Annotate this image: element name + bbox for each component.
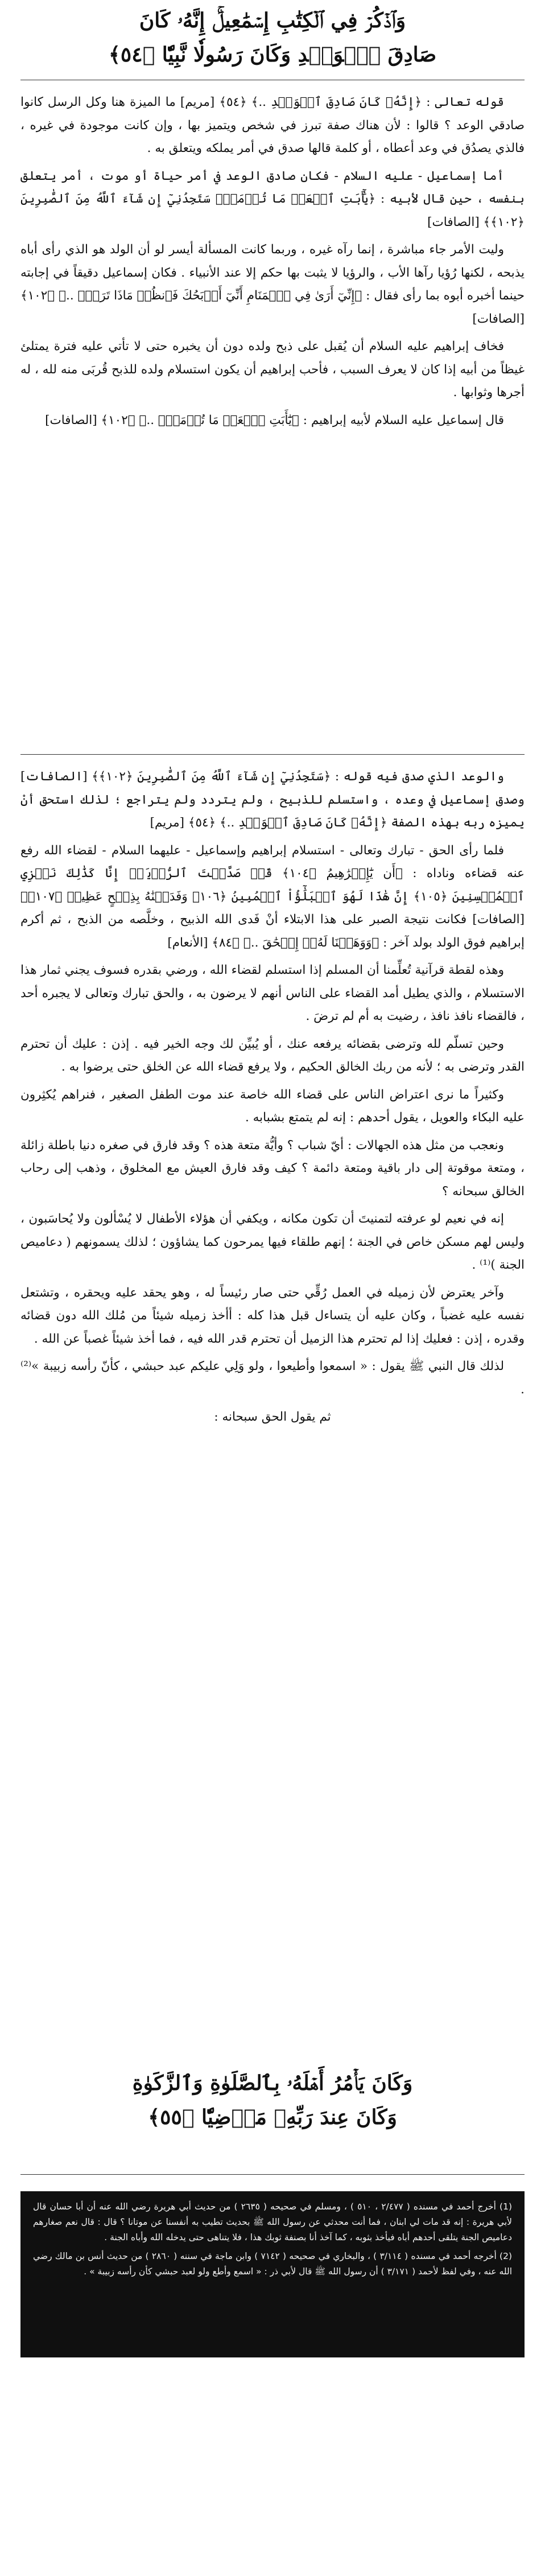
footnote: (2) أخرجه أحمد في مسنده ( ٣/١١٤ ) ، والبخاري في صحيحه ( ٧١٤٢ ) وابن ماجة في سننه ( ٢٨٦٠ ) من حديث أنس بن مالك رضي الله عنه ، وفي لفظ لأحمد ( ٣/١٧١ ) أن رسول الله ﷺ قال لأبي ذر : « اسمع وأطع ولو لعبد حبشي كأن رأسه زبيبة » . xyxy=(33,2251,512,2277)
section-2 xyxy=(20,766,525,1434)
footnote-divider xyxy=(20,2174,525,2175)
paragraph: لذلك قال النبي ﷺ يقول : « اسمعوا وأطيعوا ، ولو وَلِي عليكم عبد حبشي ، كأنّ رأسه زبيبة »⁽²⁾ . xyxy=(20,1359,525,1397)
paragraph: أما إسماعيل - عليه السلام - فكان صادق الوعد في أمر حياة أو موت ، أمر يتعلق بنفسه ، حين قال لأبيه : ﴿يَٰٓأَبَتِ ٱفۡعَلۡ مَا تُؤۡمَرُۖ سَتَجِدُنِيٓ إِن شَآءَ ٱللَّهُ مِنَ ٱلصَّٰبِرِينَ ﴿١٠٢﴾﴾ [الصافات] xyxy=(20,168,525,229)
section-divider xyxy=(20,754,525,755)
paragraph: فلما رأى الحق - تبارك وتعالى - استسلام إبراهيم وإسماعيل - عليهما السلام - لقضاء الله رفع عنه قضاءه وناداه : ﴿أَن يَٰٓإِبۡرَٰهِيمُ ﴿١٠٤﴾ قَدۡ صَدَّقۡتَ ٱلرُّءۡيَآۚ إِنَّا كَذَٰلِكَ نَجۡزِي ٱلۡمُحۡسِنِينَ ﴿١٠٥﴾ إِنَّ هَٰذَا لَهُوَ ٱلۡبَلَٰٓؤُاْ ٱلۡمُبِينُ ﴿١٠٦﴾ وَفَدَيۡنَٰهُ بِذِبۡحٍ عَظِيمٖ ﴿١٠٧﴾﴾ [الصافات] فكانت نتيجة الصبر على هذا الابتلاء أنْ فَدى الله الذبيح ، وخلَّصه من الذبح ، ثم أكرم إبراهيم فوق الولد بولد آخر : ﴿وَوَهَبۡنَا لَهُۥٓ إِسۡحَٰقَ ..﴾ ﴿٨٤﴾ [الأنعام] xyxy=(20,843,525,950)
footnotes-box xyxy=(20,2191,525,2357)
paragraph: وآخر يعترض لأن زميله في العمل رُقِّي حتى صار رئيساً له ، وهو يحقد عليه ويحقره ، وتشتعل نفسه عليه غضباً ، وكان عليه أن يتساءل قبل هذا كله : أأخذ زميله شيئاً من مُلك الله دون قضائه وقدره ، إذن : فعليك إذا لم تحترم هذا الزميل أن تحترم قدر الله فيه ، فما أخذ شيئاً غصباً عن الله . xyxy=(20,1285,525,1346)
paragraph: ثم يقول الحق سبحانه : xyxy=(214,1410,331,1424)
header-verse-line-2: صَادِقَ ٱلۡوَعۡدِ وَكَانَ رَسُولٗا نَّبِيّٗا ﴿٥٤﴾ xyxy=(108,43,437,67)
paragraph: قال إسماعيل عليه السلام لأبيه إبراهيم : ﴿يَٰٓأَبَتِ ٱفۡعَلۡ مَا تُؤۡمَرُۖ ..﴾ ﴿١٠٢﴾ [الصافات] xyxy=(45,413,504,427)
paragraph: والوعد الذي صدق فيه قوله : ﴿سَتَجِدُنِيٓ إِن شَآءَ ٱللَّهُ مِنَ ٱلصَّٰبِرِينَ ﴿١٠٢﴾﴾ [الصافات] وصدق إسماعيل في وعده ، واستسلم للذبيح ، ولم يتردد ولم يتراجع ؛ لذلك استحق أنْ يميزه ربه بهذه الصفة ﴿إِنَّهُۥ كَانَ صَادِقَ ٱلۡوَعۡدِ ..﴾ ﴿٥٤﴾ [مريم] xyxy=(20,769,525,830)
paragraph: قوله تعالى : ﴿إِنَّهُۥ كَانَ صَادِقَ ٱلۡوَعۡدِ ..﴾ ﴿٥٤﴾ [مريم] ما الميزة هنا وكل الرسل كانوا صادقي الوعد ؟ قالوا : لأن هناك صفة تبرز في شخص ويتميز بها ، وإن كانت موجودة في غيره ، فالذي يصدُق في وعد أعطاه ، أو كلمة قالها صدق في أمر يملكه ويتعلق به . xyxy=(20,95,525,155)
footnote: (1) أخرج أحمد في مسنده ( ٢/٤٧٧ ، ٥١٠ ) ، ومسلم في صحيحه ( ٢٦٣٥ ) من حديث أبي هريرة رضي الله عنه أن أبا حسان قال لأبي هريرة : إنه قد مات لي ابنان ، فما أنت محدثي عن رسول الله ﷺ بحديث تطيب به أنفسنا عن موتانا ؟ قال : قال نعم صغارهم دعاميص الجنة يتلقى أحدهم أباه فيأخذ بثوبه ، كما آخذ أنا بصنفة ثوبك هذا ، فلا يتناهى حتى يدخله الله وأباه الجنة . xyxy=(33,2201,512,2242)
section-1 xyxy=(20,91,525,437)
header-verse xyxy=(74,3,471,72)
footer-verse-line-2: وَكَانَ عِندَ رَبِّهِۦ مَرۡضِيّٗا ﴿٥٥﴾ xyxy=(148,2105,397,2129)
footer-verse-line-1: وَكَانَ يَأۡمُرُ أَهۡلَهُۥ بِٱلصَّلَوٰةِ وَٱلزَّكَوٰةِ xyxy=(132,2071,413,2095)
header-verse-line-1: وَٱذۡكُرۡ فِي ٱلۡكِتَٰبِ إِسۡمَٰعِيلَۚ إِنَّهُۥ كَانَ xyxy=(139,9,406,32)
paragraph: وكثيراً ما نرى اعتراض الناس على قضاء الله خاصة عند موت الطفل الصغير ، فنراهم يُكثِرون عليه البكاء والعويل ، يقول أحدهم : إنه لم يتمتع بشبابه . xyxy=(20,1087,525,1125)
paragraph: وحين تسلّم لله وترضى بقضائه يرفعه عنك ، أو يُبيِّن لك وجه الخير فيه . إذن : عليك أن تحترم القدر وترضى به ؛ لأنه من ربك الخالق الحكيم ، ولا يرفع قضاء الله عن الخلق حتى يرضوا به . xyxy=(20,1036,525,1074)
paragraph: إنه في نعيم لو عرفته لتمنيتَ أن تكون مكانه ، ويكفي أن هؤلاء الأطفال لا يُسْألون ولا يُحاسَبون ، وليس لهم مسكن خاص في الجنة ؛ إنهم طلقاء فيها يمرحون كما يشاؤون ؛ لذلك يسمونهم ( دعاميص الجنة )⁽¹⁾ . xyxy=(20,1212,525,1272)
paragraph: ونعجب من مثل هذه الجهالات : أيّ شباب ؟ وأيُّة متعة هذه ؟ وقد فارق في صغره دنيا باطلة زائلة ، ومتعة موقوتة إلى دار باقية ومتعة دائمة ؟ كيف وقد فارق العيش مع المخلوق ، وذهب إلى رحاب الخالق سبحانه ؟ xyxy=(20,1138,525,1199)
paragraph: وهذه لقطة قرآنية تُعلِّمنا أن المسلم إذا استسلم لقضاء الله ، ورضي بقدره فسوف يجني ثمار هذا الاستسلام ، والذي يطيل أمد القضاء على الناس أنهم لا يرضون به ، والحق تبارك وتعالى لا يجبره أحد ، فالقضاء نافذ نافذ ، رضيت به أم لم ترضَ . xyxy=(20,963,525,1023)
footer-verse xyxy=(74,2066,471,2134)
paragraph: فخاف إبراهيم عليه السلام أن يُقبل على ذبح ولده دون أن يخبره حتى لا تأتي عليه فترة يمتلئ غيظاً من أبيه إذا كان لا يعرف السبب ، فأحب إبراهيم أن يكون استسلام ولده للذبح قُربَى منه لله ، له أجرها وثوابها . xyxy=(20,339,525,400)
paragraph: وليت الأمر جاء مباشرة ، إنما رآه غيره ، وربما كانت المسألة أيسر لو أن الولد هو الذي رأى أباه يذبحه ، لكنها رُؤيا رآها الأب ، والرؤيا لا يثبت بها حكم إلا عند الأنبياء . فكان إسماعيل دقيقاً في إجابته حينما أخبره أبوه بما رأى فقال : ﴿إِنِّيٓ أَرَىٰ فِي ٱلۡمَنَامِ أَنِّيٓ أَذۡبَحُكَ فَٱنظُرۡ مَاذَا تَرَىٰۚ ..﴾ ﴿١٠٢﴾ [الصافات] xyxy=(20,242,525,326)
